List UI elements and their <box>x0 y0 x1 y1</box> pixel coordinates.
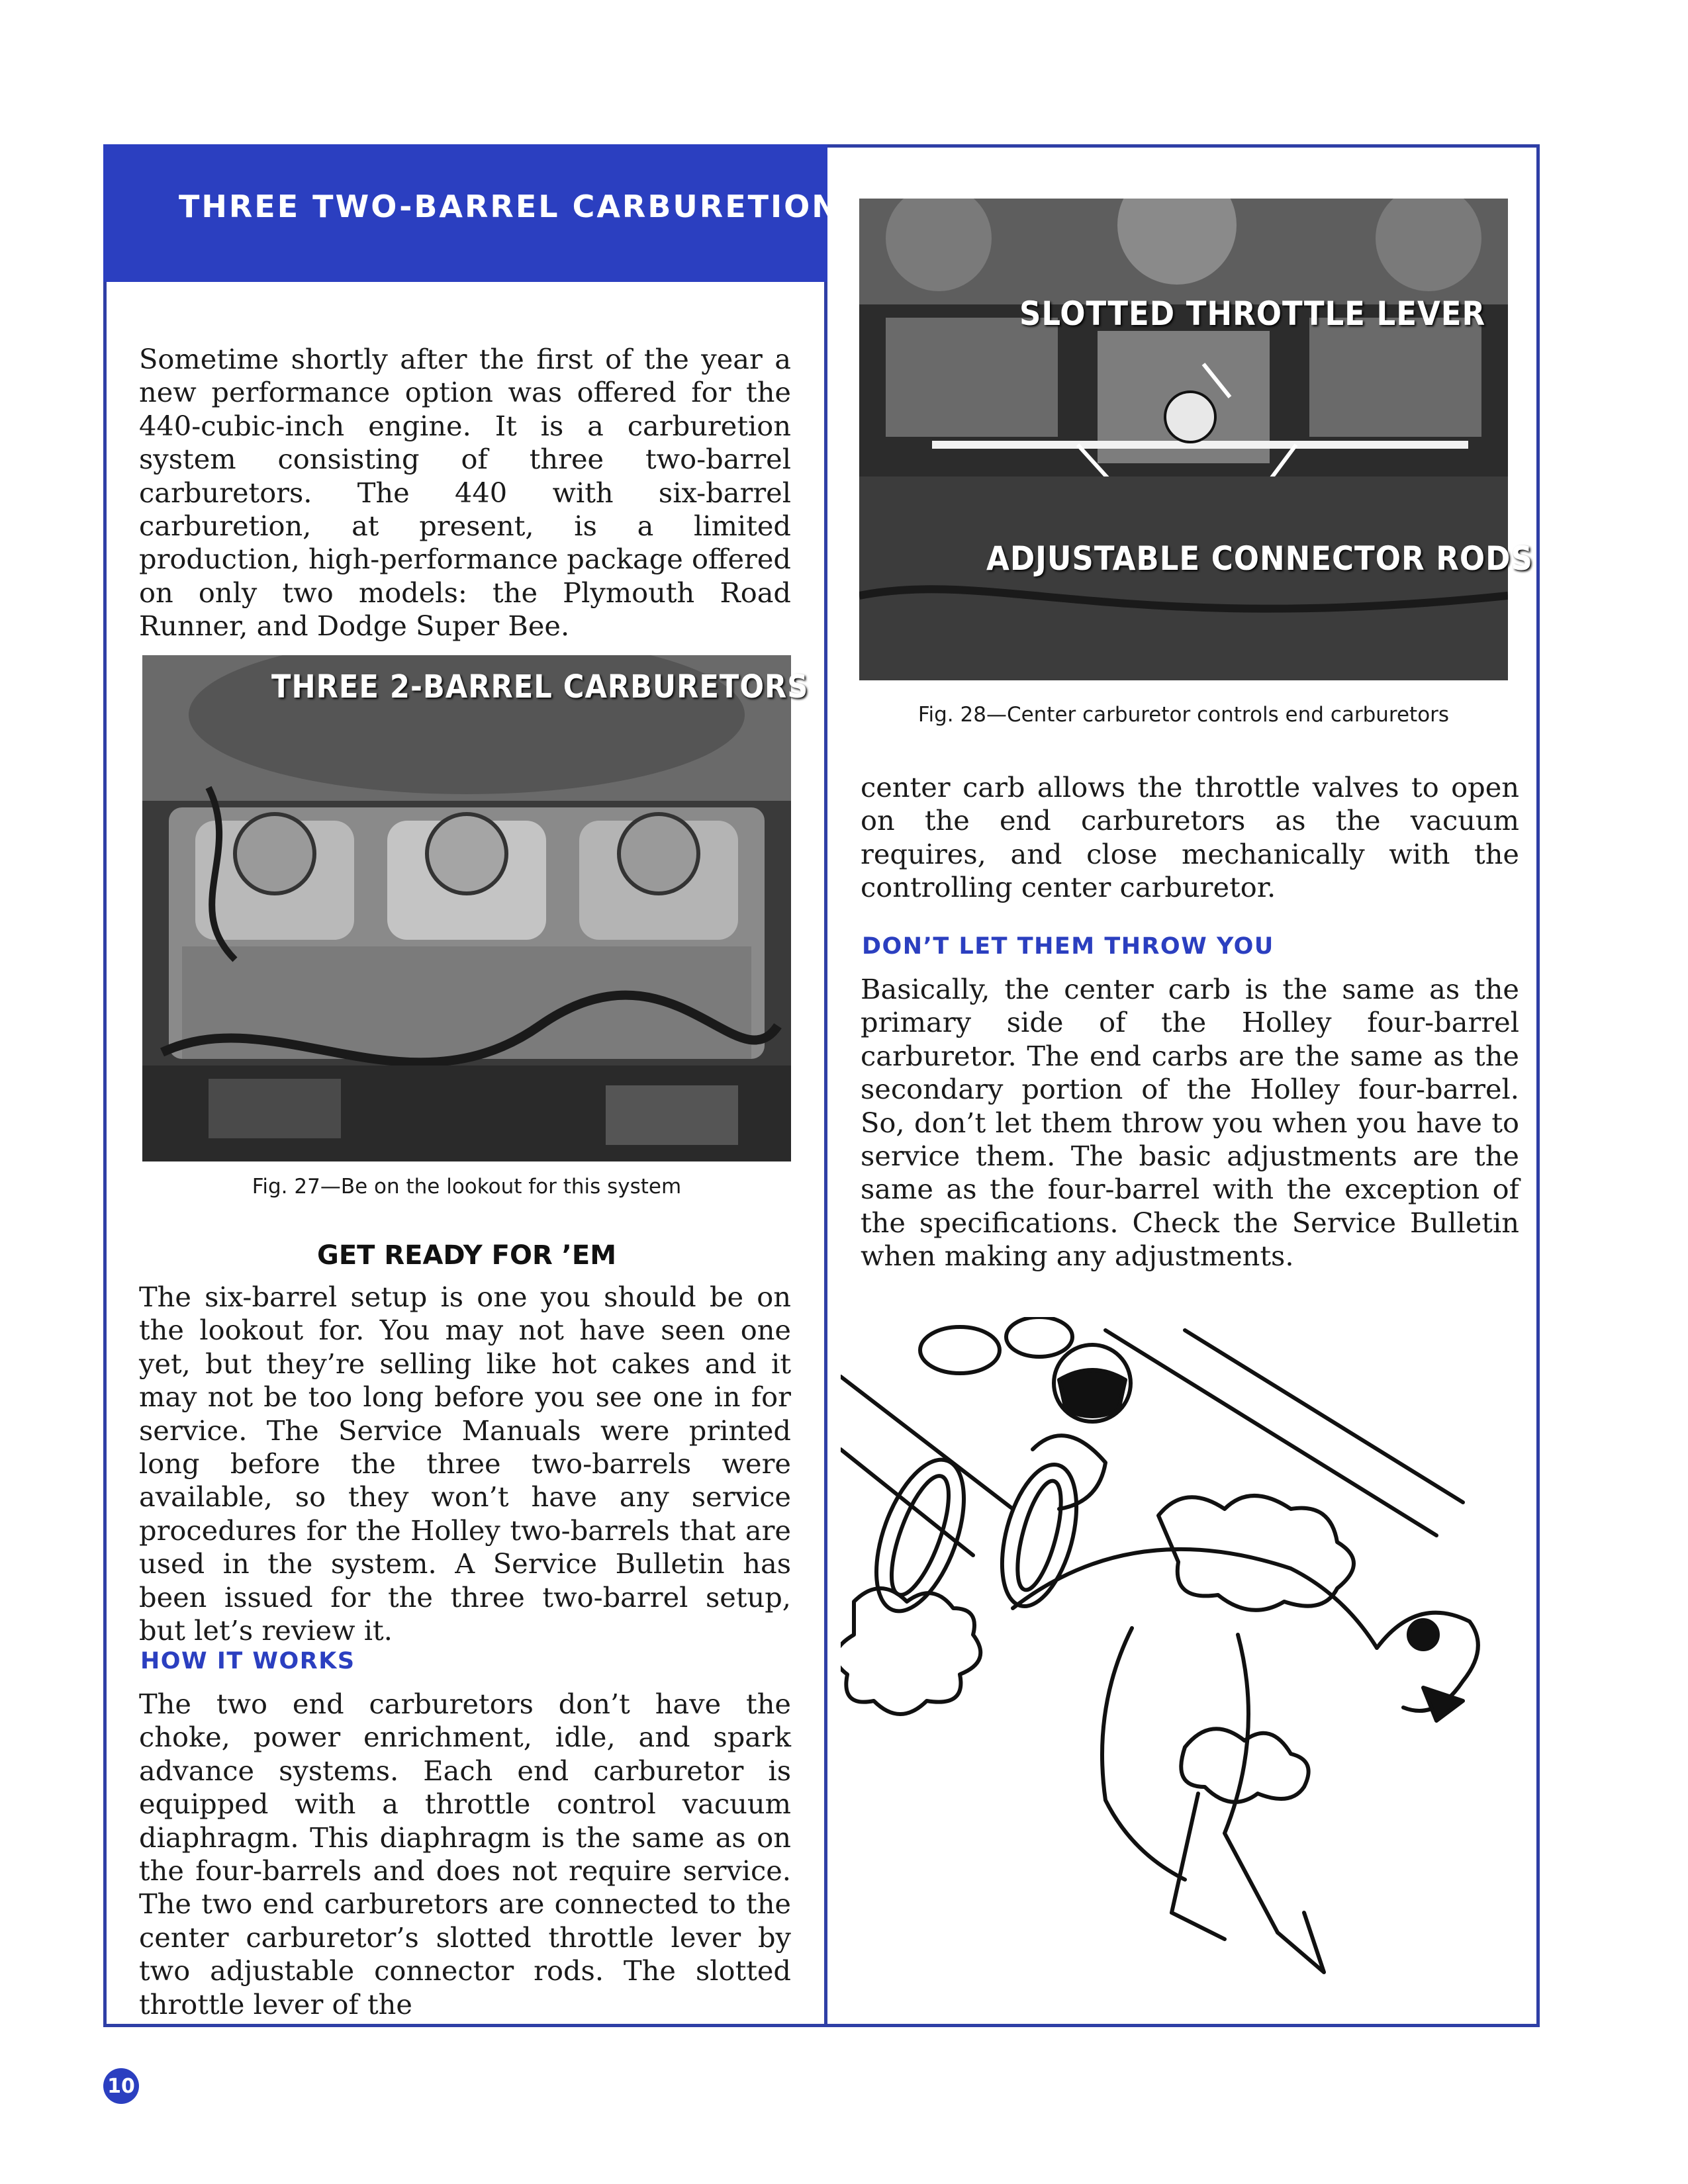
page-title: THREE TWO-BARREL CARBURETION <box>179 189 839 224</box>
throw-text: Basically, the center carb is the same as the primary side of the Holley four-barrel carburetor. The end carbs are the same as the secondary portion of the Holley four-barrel. So, don’t let them throw you when you have to service them. The basic adjustments are the same as the four-barrel with the exception of the specifications. Check the Service Bulletin when making any adjustments. <box>861 973 1519 1273</box>
fig28-label-top: SLOTTED THROTTLE LEVER <box>1019 295 1486 333</box>
ready-text: The six-barrel setup is one you should be on the lookout for. You may not have seen one yet, but they’re selling like hot cakes and it may not be too long before you see one in for service. The Service Manuals were printed long before the three two-barrels were available, so they won’t have any service procedures for the Holley two-barrels that are used in the system. A Service Bulletin has been issued for the three two-barrel setup, but let’s review it. <box>139 1281 791 1647</box>
heading-get-ready: GET READY FOR ’EM <box>316 1240 616 1271</box>
engine-photo-illustration <box>142 655 791 1161</box>
fig28-caption: Fig. 28—Center carburetor controls end carburetors <box>917 703 1450 727</box>
continue-text: center carb allows the throttle valves to open on the end carburetors as the vacuum requires, and close mechanically with the controlling center carburetor. <box>861 771 1519 904</box>
throttle-linkage-illustration <box>859 199 1508 680</box>
page-number-badge: 10 <box>103 2068 139 2104</box>
how-paragraph <box>139 1688 791 2021</box>
column-divider <box>824 144 827 2027</box>
road-runner-cartoon <box>841 1317 1529 2019</box>
fig27-photo <box>142 655 791 1161</box>
throw-paragraph <box>861 973 1519 1273</box>
heading-dont-throw: DON’T LET THEM THROW YOU <box>862 933 1274 960</box>
fig27-caption: Fig. 27—Be on the lookout for this system <box>252 1175 682 1199</box>
ready-paragraph <box>139 1281 791 1647</box>
continue-paragraph <box>861 771 1519 905</box>
fig27-label: THREE 2-BARREL CARBURETORS <box>271 668 809 705</box>
intro-text: Sometime shortly after the first of the year a new performance option was offered for the 440-cubic-inch engine. It is a carburetion system consisting of three two-barrel carburetors. The 440 with six-barrel carburetion, at present, is a limited production, high-performance package offered on only two models: the Plymouth Road Runner, and Dodge Super Bee. <box>139 343 791 643</box>
how-text: The two end carburetors don’t have the choke, power enrichment, idle, and spark advance systems. Each end carburetor is equipped with a throttle control vacuum diaphragm. This diaphragm is the same as on the four-barrels and does not require service. The two end carburetors are connected to the center carburetor’s slotted throttle lever by two adjustable connector rods. The slotted throttle lever of the <box>139 1688 791 2021</box>
fig28-photo <box>859 199 1508 680</box>
intro-paragraph <box>139 343 791 643</box>
heading-how-it-works: HOW IT WORKS <box>140 1648 355 1674</box>
fig28-label-bottom: ADJUSTABLE CONNECTOR RODS <box>986 539 1533 578</box>
